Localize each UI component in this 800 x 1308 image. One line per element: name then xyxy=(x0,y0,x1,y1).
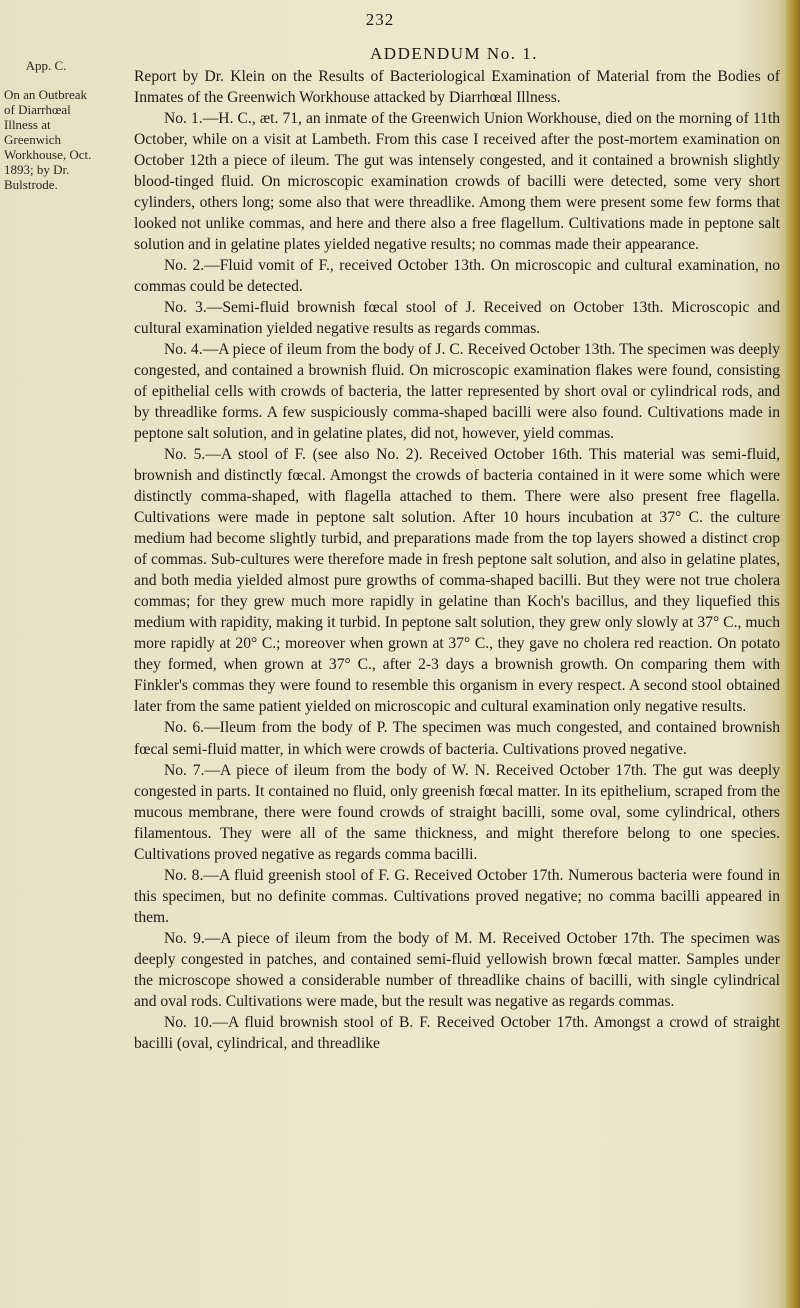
case-6: No. 6.—Ileum from the body of P. The specimen was much congested, and contained brownish fœcal semi-fluid matter, in which were crowds of bacteria. Cultivations proved negative. xyxy=(134,719,780,758)
page-number: 232 xyxy=(365,10,395,29)
report-body xyxy=(134,66,780,1054)
case-1: No. 1.—H. C., æt. 71, an inmate of the Greenwich Union Workhouse, died on the morning of 11th October, while on a visit at Lambeth. From this case I received after the post-mortem examination on October 12th a piece of ileum. The gut was intensely congested, and it contained a brownish slightly blood-tinged fluid. On microscopic examination crowds of bacilli were detected, some very short cylinders, others long; some also that were threadlike. Among them were present some few forms that looked not unlike commas, and here and there also a free flagellum. Cultivations made in peptone salt solution and in gelatine plates yielded negative results; no commas made their appearance. xyxy=(134,110,780,254)
page-edge xyxy=(786,0,800,1308)
case-2: No. 2.—Fluid vomit of F., received October 13th. On microscopic and cultural examination, no commas could be detected. xyxy=(134,257,780,296)
case-4: No. 4.—A piece of ileum from the body of J. C. Received October 13th. The specimen was deeply congested, and contained a brownish fluid. On microscopic examination flakes were found, consisting of epithelial cells with crowds of bacteria, the latter represented by short oval or cylindrical rods, and by threadlike forms. A few suspiciously comma-shaped bacilli were also found. Cultivations made in peptone salt solution, and in gelatine plates, did not, however, yield commas. xyxy=(134,341,780,443)
case-5: No. 5.—A stool of F. (see also No. 2). Received October 16th. This material was semi-fluid, brownish and distinctly fœcal. Amongst the crowds of bacteria contained in it were some which were distinctly comma-shaped, with flagella attached to them. There were also present free flagella. Cultivations were made in peptone salt solution. After 10 hours incubation at 37° C. the culture medium had become slightly turbid, and preparations made from the top layers showed a distinct crop of commas. Sub-cultures were therefore made in fresh peptone salt solution, and also in gelatine plates, and both media yielded almost pure growths of comma-shaped bacilli. But they were not true cholera commas; for they grew much more rapidly in gelatine than Koch's bacillus, and they liquefied this medium with rapidity, making it turbid. In peptone salt solution, they grew only slowly at 37° C., much more rapidly at 20° C.; moreover when grown at 37° C., they gave no cholera red reaction. On potato they formed, when grown at 37° C., after 2-3 days a brownish growth. On comparing them with Finkler's commas they were found to resemble this organism in every respect. A second stool obtained later from the same patient yielded on microscopic and cultural examination only negative results. xyxy=(134,446,780,716)
case-10: No. 10.—A fluid brownish stool of B. F. Received October 17th. Amongst a crowd of straight bacilli (oval, cylindrical, and threadlike xyxy=(134,1013,780,1052)
case-9: No. 9.—A piece of ileum from the body of M. M. Received October 17th. The specimen was deeply congested in patches, and contained semi-fluid yellowish brown fœcal matter. Samples under the microscope showed a considerable number of threadlike chains of bacilli, with single cylindrical and oval rods. Cultivations were made, but the result was negative as regards commas. xyxy=(134,929,780,1010)
appendix-tag: App. C. xyxy=(25,58,67,73)
margin-note: On an Outbreak of Diarrhœal Illness at Greenwich Workhouse, Oct. 1893; by Dr. Bulstrode. xyxy=(4,87,92,192)
case-7: No. 7.—A piece of ileum from the body of W. N. Received October 17th. The gut was deeply congested in parts. It contained no fluid, only greenish fœcal matter. In its epithelium, scraped from the mucous membrane, there were found crowds of straight bacilli, some oval, some cylindrical, others filamentous. They were all of the same thickness, and might therefore belong to one species. Cultivations proved negative as regards comma bacilli. xyxy=(134,761,780,863)
case-3: No. 3.—Semi-fluid brownish fœcal stool of J. Received on October 13th. Microscopic and cultural examination yielded negative results as regards commas. xyxy=(134,299,780,338)
case-8: No. 8.—A fluid greenish stool of F. G. Received October 17th. Numerous bacteria were found in this specimen, but no definite commas. Cultivations proved negative; no comma bacilli appeared in them. xyxy=(134,866,780,926)
addendum-heading: ADDENDUM No. 1. xyxy=(370,44,538,63)
report-intro: Report by Dr. Klein on the Results of Bacteriological Examination of Material from the Bodies of Inmates of the Greenwich Workhouse attacked by Diarrhœal Illness. xyxy=(134,68,780,107)
